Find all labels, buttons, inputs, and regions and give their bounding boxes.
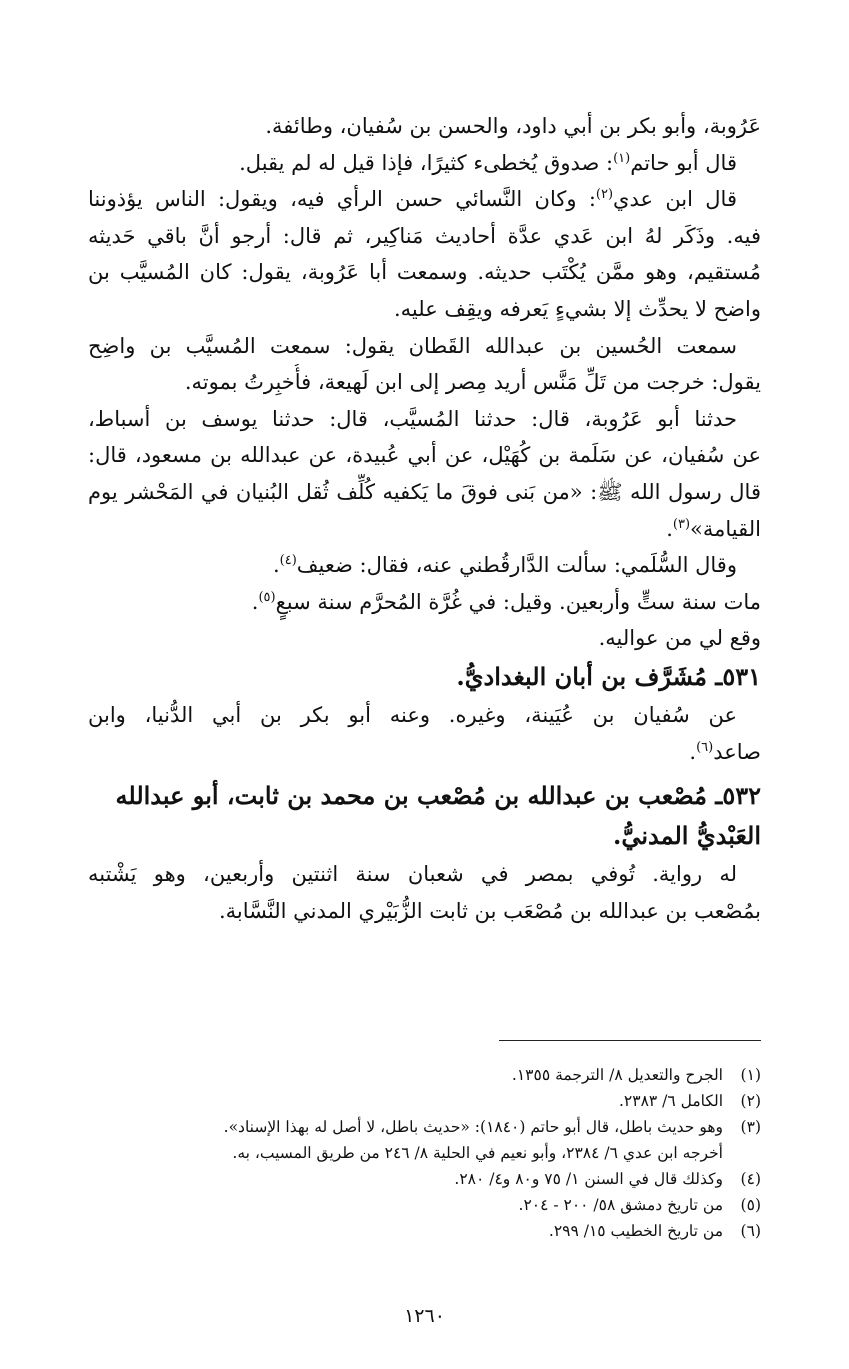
footnote-text: الجرح والتعديل ٨/ الترجمة ١٣٥٥. <box>511 1066 723 1084</box>
text-line: له رواية. تُوفي بمصر في شعبان سنة اثنتين وأربعين، وهو يَشْتبه <box>88 862 737 887</box>
footnote-marker: (٣) <box>672 516 691 532</box>
footnote-number: (٦) <box>740 1222 761 1240</box>
text-line: وقال السُّلَمي: سألت الدَّارقُطني عنه، فقال: ضعيف$^{(٤)}$. <box>272 553 737 578</box>
entry-heading: العَبْديُّ المدنيُّ. <box>612 821 761 851</box>
footnote-number: (٣) <box>740 1118 761 1136</box>
text-line: القيامة»$^{(٣)}$. <box>666 516 761 541</box>
footnote <box>88 1088 761 1114</box>
footnote-text: وكذلك قال في السنن ١/ ٧٥ و٨٠ و٤/ ٢٨٠. <box>454 1170 723 1188</box>
text-line: قال رسول الله ﷺ: «من بَنى فوقَ ما يَكفيه كُلِّف ثُقل البُنيان في المَحْشر يوم <box>88 479 761 504</box>
text-line: حدثنا أبو عَرُوبة، قال: حدثنا المُسيَّب، قال: حدثنا يوسف بن أسباط، <box>88 406 737 431</box>
text-line: قال ابن عدي$^{(٢)}$: وكان النَّسائي حسن الرأي فيه، ويقول: الناس يؤذوننا <box>88 187 737 212</box>
entry-heading: ٥٣٢ـ مُصْعب بن عبدالله بن مُصْعب بن محمد بن ثابت، أبو عبدالله <box>115 781 761 811</box>
footnote <box>88 1114 761 1140</box>
text-line: مات سنة ستٍّ وأربعين. وقيل: في غُرَّة المُحرَّم سنة سبعٍ$^{(٥)}$. <box>251 589 761 614</box>
footnote <box>88 1062 761 1088</box>
footnote-marker: (١) <box>613 150 631 166</box>
footnote-text: من تاريخ دمشق ٥٨/ ٢٠٠ - ٢٠٤. <box>518 1196 723 1214</box>
text-line: يقول: خرجت من تَلِّ مَنَّس أريد مِصر إلى ابن لَهيعة، فأُخبِرتُ بموته. <box>184 370 761 395</box>
footnote <box>88 1218 761 1244</box>
text-line: عن سُفيان، عن سَلَمة بن كُهَيْل، عن أبي عُبيدة، عن عبدالله بن مسعود، قال: <box>88 443 761 468</box>
footnote-number: (٥) <box>740 1196 761 1214</box>
footnote-number: (٢) <box>740 1092 761 1110</box>
footnote <box>88 1192 761 1218</box>
text-line: قال أبو حاتم$^{(١)}$: صدوق يُخطىء كثيرًا، فإذا قيل له لم يقبل. <box>239 150 737 175</box>
footnote-text: وهو حديث باطل، قال أبو حاتم (١٨٤٠): «حديث باطل، لا أصل له بهذا الإسناد». <box>223 1118 723 1136</box>
text-line: عَرُوبة، وأبو بكر بن أبي داود، والحسن بن سُفيان، وطائفة. <box>265 114 761 138</box>
text-line: مُستقيم، وهو ممَّن يُكْتَب حديثه. وسمعت أبا عَرُوبة، يقول: كان المُسيَّب بن <box>88 260 761 285</box>
text-line: فيه. وذَكَر لهُ ابن عَدي عدَّة أحاديث مَناكِير، ثم قال: أرجو أنَّ باقي حَديثه <box>88 223 761 248</box>
text-line: سمعت الحُسين بن عبدالله القَطان يقول: سمعت المُسيَّب بن واضِح <box>88 333 737 358</box>
footnote <box>88 1166 761 1192</box>
footnote-number: (١) <box>740 1066 761 1084</box>
footnote-number: (٤) <box>740 1170 761 1188</box>
text-line: بمُصْعب بن عبدالله بن مُصْعَب بن ثابت الزُّبَيْري المدني النَّسَّابة. <box>218 898 761 923</box>
footnote-marker: (٤) <box>279 553 297 569</box>
footnote-marker: (٦) <box>696 739 714 755</box>
footnote-text: من تاريخ الخطيب ١٥/ ٢٩٩. <box>548 1222 723 1240</box>
footnote-marker: (٢) <box>595 187 614 203</box>
text-line: وقع لي من عواليه. <box>598 626 761 651</box>
main-text <box>88 108 761 929</box>
text-line: واضح لا يحدِّث إلا بشيءٍ يَعرفه ويقِف عليه. <box>394 296 761 321</box>
page-number: ١٢٦٠ <box>404 1305 445 1327</box>
footnote-marker: (٥) <box>258 589 276 605</box>
entry-heading: ٥٣١ـ مُشَرَّف بن أبان البغداديُّ. <box>456 661 761 691</box>
footnotes <box>88 1062 761 1244</box>
footnote-text: الكامل ٦/ ٢٣٨٣. <box>618 1092 723 1110</box>
footnote-separator <box>499 1040 761 1041</box>
footnote-continuation: أخرجه ابن عدي ٦/ ٢٣٨٤، وأبو نعيم في الحلية ٨/ ٢٤٦ من طريق المسيب، به. <box>232 1144 723 1162</box>
text-line: عن سُفيان بن عُيَينة، وغيره. وعنه أبو بكر بن أبي الدُّنيا، وابن <box>88 702 737 727</box>
text-line: صاعد$^{(٦)}$. <box>689 739 761 764</box>
